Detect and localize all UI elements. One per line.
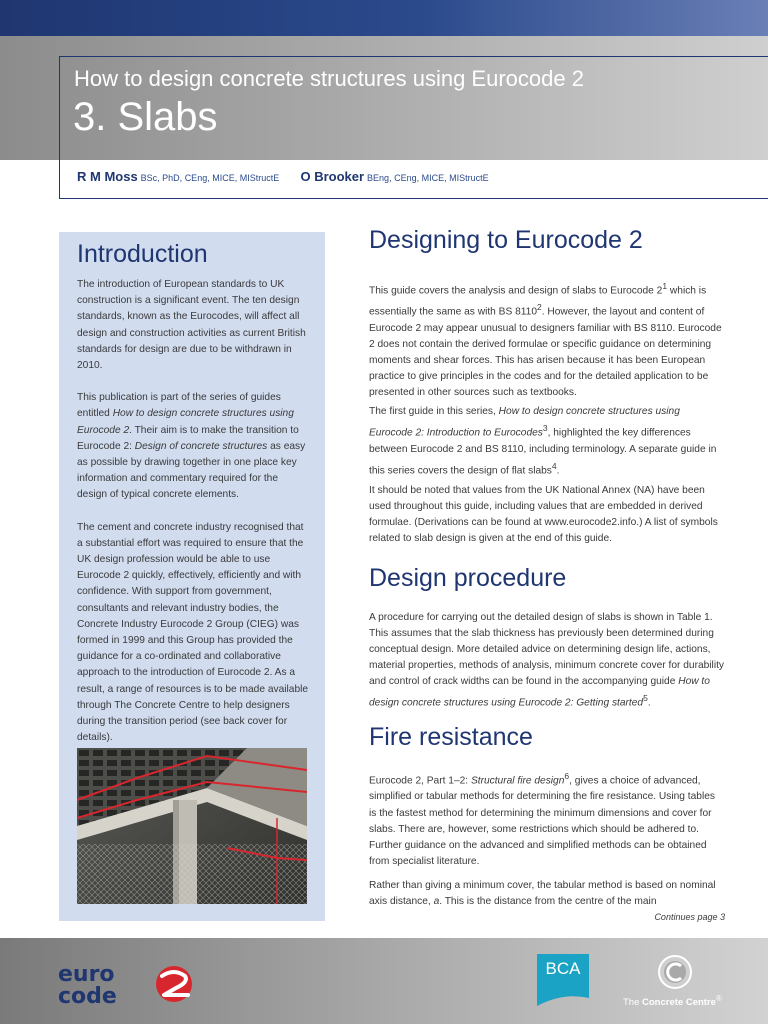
introduction-sidebar bbox=[59, 232, 325, 921]
concrete-centre-label: The Concrete Centre® bbox=[623, 994, 722, 1009]
svg-text:code: code bbox=[58, 984, 117, 1006]
intro-paragraph: The cement and concrete industry recognised that a substantial effort was required to ensure that the UK design profession would be able to use Eurocode 2 quickly, effectively, efficiently and with confidence. With support from government, consultants and relevant industry bodies, the Concrete Industry Eurocode 2 Group (CIEG) was formed in 1999 and this Group has provided the guidance for a co-ordinated and collaborative approach to the introduction of Eurocode 2. As a result, a range of resources is to be made available through The Concrete Centre to help designers during the transition period (see back cover for details). bbox=[77, 521, 309, 744]
body-paragraph: Eurocode 2, Part 1–2: Structural fire design$^6$, gives a choice of advanced, simplified or tabular methods for determining the fire resistance. Using tables is the fastest method for determining the minimum dimensions and cover for slabs. There are, however, some restrictions which should be adhered to. Further guidance on the advanced and simplified methods can be obtained from specialist literature. bbox=[369, 771, 715, 867]
series-title: How to design concrete structures using Eurocode 2 bbox=[74, 66, 584, 91]
intro-paragraph: This publication is part of the series of guides entitled How to design concrete structures using Eurocode 2. Their aim is to make the transition to Eurocode 2: Design of concrete structures as easy as possible by drawing together in one place key information and commentary required for the design of typical concrete elements. bbox=[77, 392, 306, 501]
body-paragraph: The first guide in this series, How to design concrete structures using Eurocode 2: Introduction to Eurocodes$^3$, highlighted the key differences between Eurocode 2 and BS 8110, including terminology. A separate guide in this series covers the design of flat slabs$^4$. bbox=[369, 406, 717, 477]
top-color-bar bbox=[0, 0, 768, 36]
intro-paragraph: The introduction of European standards to UK construction is a significant event. The ten design standards, known as the Eurocodes, will affect all design and construction activities as current British standards for design are due to be withdrawn in 2010. bbox=[77, 279, 306, 372]
author-name: R M Moss bbox=[77, 169, 138, 184]
svg-text:euro: euro bbox=[58, 962, 115, 987]
svg-text:BCA: BCA bbox=[545, 959, 581, 978]
eurocode-logo bbox=[58, 962, 198, 1006]
introduction-heading: Introduction bbox=[77, 240, 208, 268]
body-paragraph: This guide covers the analysis and design of slabs to Eurocode $2^1$ which is essentially the same as with BS 8110$^2$. However, the layout and content of Eurocode 2 may appear unusual to designers familiar with BS 8110. Eurocode 2 does not contain the derived formulae or specific guidance on determining moments and shear forces. This has arisen because it has been European practice to give principles in the codes and for the detailed application to be presented in other sources such as textbooks. bbox=[369, 281, 722, 399]
author-qualifications: BSc, PhD, CEng, MICE, MIStructE bbox=[140, 173, 280, 183]
body-paragraph: A procedure for carrying out the detailed design of slabs is shown in Table 1. This assumes that the slab thickness has previously been determined during conceptual design. More detailed advice on determining design life, actions, material properties, methods of analysis, minimum concrete cover for durability and control of crack widths can be found in the accompanying guide How to design concrete structures using Eurocode 2: Getting started$^5$. bbox=[369, 612, 725, 709]
fire-resistance-heading: Fire resistance bbox=[369, 723, 533, 751]
continues-note: Continues page 3 bbox=[654, 912, 725, 922]
slab-construction-photo bbox=[77, 748, 307, 904]
authors-line bbox=[77, 169, 489, 184]
author-qualifications: BEng, CEng, MICE, MIStructE bbox=[367, 173, 489, 183]
introduction-text bbox=[77, 277, 309, 762]
design-procedure-heading: Design procedure bbox=[369, 564, 567, 592]
body-paragraph: Rather than giving a minimum cover, the tabular method is based on nominal axis distance, a. This is the distance from the centre of the main bbox=[369, 880, 716, 908]
body-paragraph: It should be noted that values from the UK National Annex (NA) have been used throughout this guide, including values that are embedded in derived formulae. (Derivations can be found at www.eurocode2.info.) A list of symbols related to slab design is given at the end of this guide. bbox=[369, 485, 718, 545]
designing-heading: Designing to Eurocode 2 bbox=[369, 226, 643, 254]
author-name: O Brooker bbox=[300, 169, 365, 184]
page-title: 3. Slabs bbox=[73, 95, 218, 139]
bca-logo bbox=[537, 954, 589, 1006]
